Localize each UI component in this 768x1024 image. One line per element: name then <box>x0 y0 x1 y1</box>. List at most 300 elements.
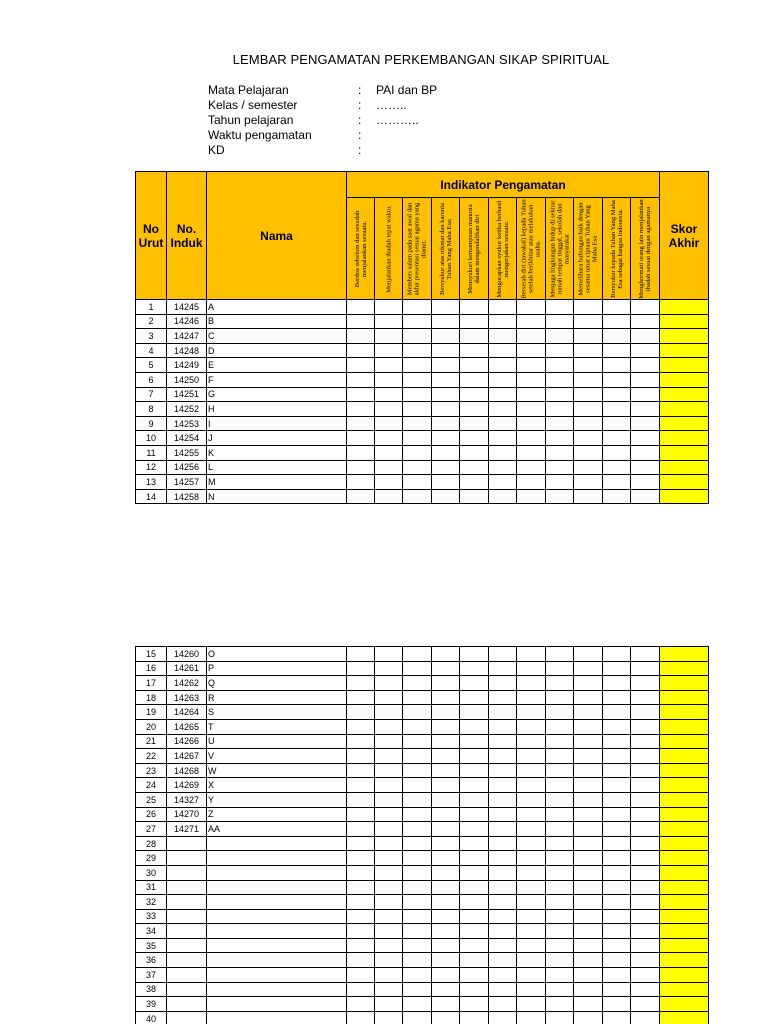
indicator-cell <box>546 734 574 749</box>
row-no-urut: 2 <box>136 314 167 329</box>
indicator-cell <box>546 807 574 822</box>
row-nama: C <box>207 329 347 344</box>
row-no-induk <box>167 924 207 939</box>
indicator-cell <box>375 387 403 402</box>
row-nama: D <box>207 343 347 358</box>
indicator-cell <box>631 865 660 880</box>
indicator-cell <box>347 387 375 402</box>
indicator-cell <box>517 460 546 475</box>
indicator-header <box>403 198 432 300</box>
row-no-urut: 29 <box>136 851 167 866</box>
indicator-cell <box>347 475 375 490</box>
indicator-cell <box>347 734 375 749</box>
indicator-cell <box>603 475 631 490</box>
indicator-cell <box>574 343 603 358</box>
indicator-cell <box>517 909 546 924</box>
indicator-text: Menghormati orang lain menjalankan ibadah sesuai dengan agamanya <box>638 198 652 299</box>
row-no-induk: 14255 <box>167 445 207 460</box>
indicator-cell <box>603 968 631 983</box>
indicator-cell <box>574 1011 603 1024</box>
row-nama <box>207 997 347 1012</box>
indicator-cell <box>631 982 660 997</box>
indicator-cell <box>375 329 403 344</box>
indicator-cell <box>546 661 574 676</box>
row-no-induk: 14271 <box>167 822 207 837</box>
indicator-cell <box>489 475 517 490</box>
indicator-cell <box>574 822 603 837</box>
indicator-cell <box>631 358 660 373</box>
row-no-induk <box>167 851 207 866</box>
skor-cell <box>660 705 709 720</box>
indicator-header <box>432 198 460 300</box>
row-no-urut: 15 <box>136 647 167 662</box>
indicator-cell <box>347 982 375 997</box>
indicator-cell <box>403 372 432 387</box>
indicator-cell <box>432 489 460 504</box>
indicator-cell <box>574 460 603 475</box>
row-no-urut: 37 <box>136 968 167 983</box>
table-row <box>136 661 709 676</box>
indicator-cell <box>546 968 574 983</box>
indicator-cell <box>574 387 603 402</box>
table-row <box>136 329 709 344</box>
indicator-cell <box>375 475 403 490</box>
indicator-cell <box>460 372 489 387</box>
indicator-cell <box>546 372 574 387</box>
indicator-cell <box>517 314 546 329</box>
indicator-cell <box>574 968 603 983</box>
indicator-cell <box>403 895 432 910</box>
indicator-cell <box>603 676 631 691</box>
indicator-cell <box>517 836 546 851</box>
indicator-cell <box>546 924 574 939</box>
indicator-cell <box>460 431 489 446</box>
indicator-cell <box>574 836 603 851</box>
indicator-cell <box>489 314 517 329</box>
skor-cell <box>660 690 709 705</box>
row-nama <box>207 938 347 953</box>
indicator-cell <box>603 489 631 504</box>
skor-cell <box>660 314 709 329</box>
indicator-cell <box>432 300 460 315</box>
indicator-cell <box>574 676 603 691</box>
row-no-induk: 14247 <box>167 329 207 344</box>
row-nama <box>207 924 347 939</box>
row-nama <box>207 851 347 866</box>
table-row <box>136 387 709 402</box>
row-nama: E <box>207 358 347 373</box>
row-nama: B <box>207 314 347 329</box>
header-nama: Nama <box>207 172 347 300</box>
indicator-cell <box>403 705 432 720</box>
indicator-cell <box>375 661 403 676</box>
row-no-urut: 7 <box>136 387 167 402</box>
row-no-urut: 36 <box>136 953 167 968</box>
indicator-cell <box>403 661 432 676</box>
indicator-cell <box>375 734 403 749</box>
row-no-urut: 31 <box>136 880 167 895</box>
row-no-induk <box>167 968 207 983</box>
indicator-cell <box>347 968 375 983</box>
indicator-cell <box>517 968 546 983</box>
row-nama <box>207 895 347 910</box>
indicator-cell <box>603 997 631 1012</box>
row-nama: Y <box>207 792 347 807</box>
indicator-cell <box>403 445 432 460</box>
indicator-cell <box>347 792 375 807</box>
indicator-cell <box>603 778 631 793</box>
indicator-cell <box>574 938 603 953</box>
indicator-cell <box>347 836 375 851</box>
meta-key: Kelas / semester <box>208 98 298 112</box>
indicator-cell <box>489 690 517 705</box>
indicator-cell <box>603 763 631 778</box>
indicator-cell <box>546 489 574 504</box>
row-no-urut: 22 <box>136 749 167 764</box>
indicator-cell <box>489 880 517 895</box>
indicator-cell <box>403 734 432 749</box>
skor-cell <box>660 676 709 691</box>
indicator-cell <box>489 343 517 358</box>
indicator-cell <box>631 792 660 807</box>
indicator-cell <box>546 997 574 1012</box>
row-nama <box>207 968 347 983</box>
indicator-cell <box>631 489 660 504</box>
indicator-cell <box>489 460 517 475</box>
indicator-cell <box>347 807 375 822</box>
indicator-cell <box>375 690 403 705</box>
indicator-cell <box>432 807 460 822</box>
indicator-cell <box>432 416 460 431</box>
row-nama: L <box>207 460 347 475</box>
row-no-induk <box>167 982 207 997</box>
indicator-cell <box>403 749 432 764</box>
meta-sep: : <box>358 113 362 127</box>
indicator-cell <box>375 909 403 924</box>
indicator-cell <box>574 690 603 705</box>
row-no-induk <box>167 895 207 910</box>
row-no-induk: 14268 <box>167 763 207 778</box>
indicator-cell <box>403 431 432 446</box>
row-no-urut: 6 <box>136 372 167 387</box>
skor-cell <box>660 460 709 475</box>
indicator-cell <box>574 358 603 373</box>
indicator-cell <box>347 358 375 373</box>
table-row <box>136 300 709 315</box>
indicator-cell <box>460 807 489 822</box>
indicator-cell <box>347 300 375 315</box>
indicator-cell <box>489 997 517 1012</box>
table-row <box>136 822 709 837</box>
indicator-cell <box>517 778 546 793</box>
indicator-cell <box>489 938 517 953</box>
row-no-induk: 14264 <box>167 705 207 720</box>
indicator-cell <box>375 851 403 866</box>
indicator-cell <box>631 749 660 764</box>
indicator-cell <box>603 314 631 329</box>
indicator-cell <box>432 647 460 662</box>
indicator-cell <box>347 822 375 837</box>
indicator-cell <box>546 402 574 417</box>
indicator-cell <box>631 895 660 910</box>
indicator-cell <box>603 343 631 358</box>
indicator-cell <box>432 763 460 778</box>
indicator-cell <box>347 690 375 705</box>
meta-row <box>208 128 437 143</box>
row-nama: I <box>207 416 347 431</box>
indicator-cell <box>517 329 546 344</box>
indicator-cell <box>347 1011 375 1024</box>
table-row <box>136 416 709 431</box>
indicator-cell <box>347 343 375 358</box>
row-no-induk: 14260 <box>167 647 207 662</box>
indicator-cell <box>603 909 631 924</box>
indicator-cell <box>347 763 375 778</box>
indicator-cell <box>631 329 660 344</box>
indicator-cell <box>347 372 375 387</box>
indicator-cell <box>517 300 546 315</box>
indicator-cell <box>603 749 631 764</box>
indicator-cell <box>631 475 660 490</box>
row-no-urut: 8 <box>136 402 167 417</box>
row-nama: Z <box>207 807 347 822</box>
row-no-induk: 14254 <box>167 431 207 446</box>
indicator-cell <box>603 865 631 880</box>
indicator-header <box>546 198 574 300</box>
table-row <box>136 938 709 953</box>
indicator-cell <box>574 475 603 490</box>
row-no-urut: 38 <box>136 982 167 997</box>
indicator-cell <box>460 387 489 402</box>
row-nama: G <box>207 387 347 402</box>
indicator-cell <box>489 676 517 691</box>
indicator-cell <box>432 968 460 983</box>
indicator-cell <box>489 734 517 749</box>
indicator-cell <box>517 661 546 676</box>
indicator-cell <box>489 909 517 924</box>
indicator-cell <box>603 719 631 734</box>
indicator-cell <box>432 705 460 720</box>
indicator-cell <box>460 836 489 851</box>
indicator-cell <box>546 909 574 924</box>
indicator-cell <box>546 880 574 895</box>
indicator-cell <box>574 647 603 662</box>
indicator-cell <box>347 909 375 924</box>
indicator-cell <box>631 372 660 387</box>
skor-cell <box>660 358 709 373</box>
table-row <box>136 431 709 446</box>
meta-row <box>208 113 437 128</box>
table-row <box>136 792 709 807</box>
indicator-cell <box>403 880 432 895</box>
header-no-urut: No Urut <box>136 172 167 300</box>
indicator-cell <box>631 445 660 460</box>
indicator-cell <box>432 661 460 676</box>
indicator-cell <box>517 997 546 1012</box>
indicator-cell <box>489 763 517 778</box>
indicator-cell <box>460 647 489 662</box>
indicator-cell <box>432 358 460 373</box>
row-no-urut: 34 <box>136 924 167 939</box>
indicator-cell <box>489 358 517 373</box>
skor-cell <box>660 909 709 924</box>
meta-value: PAI dan BP <box>376 83 438 97</box>
row-no-urut: 18 <box>136 690 167 705</box>
indicator-cell <box>375 300 403 315</box>
row-nama: H <box>207 402 347 417</box>
indicator-cell <box>432 445 460 460</box>
indicator-cell <box>517 924 546 939</box>
row-no-induk <box>167 997 207 1012</box>
indicator-cell <box>517 895 546 910</box>
indicator-cell <box>631 460 660 475</box>
indicator-cell <box>403 778 432 793</box>
indicator-cell <box>574 661 603 676</box>
table-row <box>136 1011 709 1024</box>
skor-cell <box>660 719 709 734</box>
indicator-text: Memberi salam pada saat awal dan akhir presentasi sesuai agama yang dianut. <box>406 202 428 295</box>
indicator-cell <box>432 953 460 968</box>
indicator-cell <box>546 329 574 344</box>
indicator-cell <box>403 358 432 373</box>
indicator-header <box>631 198 660 300</box>
indicator-cell <box>603 358 631 373</box>
indicator-cell <box>460 924 489 939</box>
indicator-cell <box>460 778 489 793</box>
row-no-induk <box>167 938 207 953</box>
indicator-cell <box>432 778 460 793</box>
indicator-cell <box>347 676 375 691</box>
indicator-cell <box>546 343 574 358</box>
row-no-induk: 14253 <box>167 416 207 431</box>
skor-cell <box>660 372 709 387</box>
indicator-cell <box>403 690 432 705</box>
indicator-cell <box>403 836 432 851</box>
indicator-cell <box>574 402 603 417</box>
indicator-cell <box>403 329 432 344</box>
indicator-cell <box>546 938 574 953</box>
indicator-cell <box>489 851 517 866</box>
indicator-cell <box>489 749 517 764</box>
indicator-cell <box>375 676 403 691</box>
row-no-induk: 14251 <box>167 387 207 402</box>
indicator-cell <box>347 460 375 475</box>
table-row <box>136 749 709 764</box>
row-nama: S <box>207 705 347 720</box>
indicator-cell <box>432 997 460 1012</box>
indicator-cell <box>432 387 460 402</box>
indicator-cell <box>432 880 460 895</box>
row-no-induk <box>167 953 207 968</box>
indicator-cell <box>546 387 574 402</box>
skor-cell <box>660 763 709 778</box>
indicator-cell <box>403 865 432 880</box>
indicator-cell <box>603 895 631 910</box>
indicator-cell <box>375 880 403 895</box>
indicator-cell <box>489 719 517 734</box>
indicator-cell <box>603 705 631 720</box>
indicator-cell <box>603 445 631 460</box>
row-no-induk: 14249 <box>167 358 207 373</box>
indicator-cell <box>460 300 489 315</box>
indicator-cell <box>375 807 403 822</box>
indicator-cell <box>631 705 660 720</box>
indicator-cell <box>347 431 375 446</box>
indicator-cell <box>347 865 375 880</box>
indicator-header <box>460 198 489 300</box>
indicator-cell <box>403 343 432 358</box>
row-nama <box>207 909 347 924</box>
row-nama: A <box>207 300 347 315</box>
header-indikator: Indikator Pengamatan <box>347 172 660 198</box>
indicator-cell <box>517 938 546 953</box>
student-table-page-2 <box>135 646 709 1024</box>
indicator-cell <box>460 982 489 997</box>
table-row <box>136 445 709 460</box>
indicator-cell <box>460 1011 489 1024</box>
indicator-cell <box>546 314 574 329</box>
row-no-urut: 19 <box>136 705 167 720</box>
indicator-cell <box>517 880 546 895</box>
indicator-cell <box>631 836 660 851</box>
indicator-cell <box>574 895 603 910</box>
table-row <box>136 807 709 822</box>
indicator-cell <box>574 489 603 504</box>
indicator-cell <box>375 997 403 1012</box>
row-no-urut: 12 <box>136 460 167 475</box>
row-nama: N <box>207 489 347 504</box>
indicator-cell <box>517 851 546 866</box>
indicator-text: Bersyukur atas nikmat dan karunia Tuhan Yang Maha Esa; <box>438 202 453 295</box>
indicator-cell <box>631 734 660 749</box>
indicator-cell <box>460 880 489 895</box>
indicator-cell <box>460 938 489 953</box>
row-nama: U <box>207 734 347 749</box>
indicator-cell <box>347 719 375 734</box>
indicator-text: Mensyukuri kemampuan manusia dalam mengendalikan diri <box>467 203 481 294</box>
indicator-cell <box>517 475 546 490</box>
indicator-cell <box>574 909 603 924</box>
indicator-cell <box>375 647 403 662</box>
row-no-induk: 14257 <box>167 475 207 490</box>
indicator-cell <box>375 822 403 837</box>
row-nama <box>207 953 347 968</box>
indicator-header <box>489 198 517 300</box>
indicator-cell <box>631 778 660 793</box>
row-no-urut: 9 <box>136 416 167 431</box>
indicator-cell <box>546 895 574 910</box>
indicator-cell <box>403 387 432 402</box>
indicator-cell <box>432 749 460 764</box>
indicator-cell <box>347 661 375 676</box>
indicator-cell <box>603 372 631 387</box>
table-row <box>136 489 709 504</box>
indicator-cell <box>631 807 660 822</box>
meta-block <box>208 83 437 158</box>
indicator-header <box>375 198 403 300</box>
row-nama: W <box>207 763 347 778</box>
indicator-cell <box>631 822 660 837</box>
row-nama <box>207 982 347 997</box>
indicator-cell <box>375 402 403 417</box>
indicator-cell <box>432 865 460 880</box>
indicator-cell <box>574 300 603 315</box>
indicator-cell <box>460 968 489 983</box>
indicator-cell <box>403 792 432 807</box>
row-nama <box>207 880 347 895</box>
indicator-cell <box>546 475 574 490</box>
indicator-cell <box>603 329 631 344</box>
